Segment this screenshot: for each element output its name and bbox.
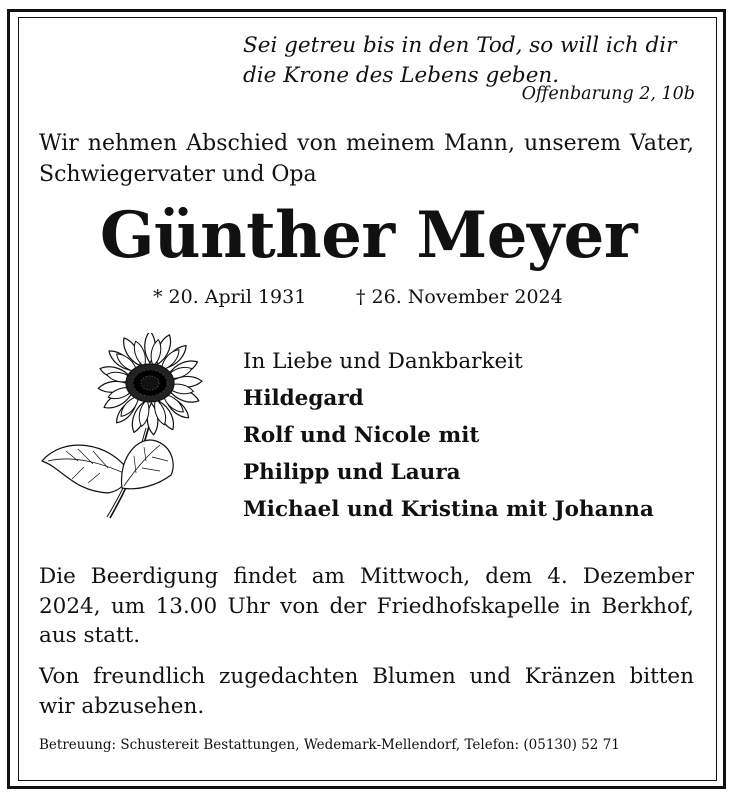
verse-line-1: Sei getreu bis in den Tod, so will ich dir (243, 33, 677, 58)
mourner-line: Philipp und Laura (243, 460, 461, 485)
intro-text: Wir nehmen Abschied von meinem Mann, unserem Vater, Schwiegervater und Opa (39, 131, 694, 187)
death-date: † 26. November 2024 (356, 286, 563, 308)
mourner-line: Rolf und Nicole mit (243, 423, 480, 448)
sunflower-illustration (38, 333, 218, 523)
mourners-heading: In Liebe und Dankbarkeit (243, 349, 523, 374)
funeral-details: Die Beerdigung findet am Mittwoch, dem 4. Dezember 2024, um 13.00 Uhr von der Friedhofskapelle in Berkhof, aus statt. (39, 564, 694, 648)
verse-line-2: die Krone des Lebens geben. (243, 63, 560, 88)
mourner-line: Michael und Kristina mit Johanna (243, 497, 654, 522)
verse-reference: Offenbarung 2, 10b (521, 84, 695, 104)
deceased-name: Günther Meyer (99, 198, 638, 273)
mourner-line: Hildegard (243, 386, 364, 411)
birth-date: * 20. April 1931 (153, 286, 307, 308)
flowers-request: Von freundlich zugedachten Blumen und Kränzen bitten wir abzusehen. (39, 664, 694, 719)
funeral-home-footer: Betreuung: Schustereit Bestattungen, Wedemark-Mellendorf, Telefon: (05130) 52 71 (39, 737, 620, 753)
